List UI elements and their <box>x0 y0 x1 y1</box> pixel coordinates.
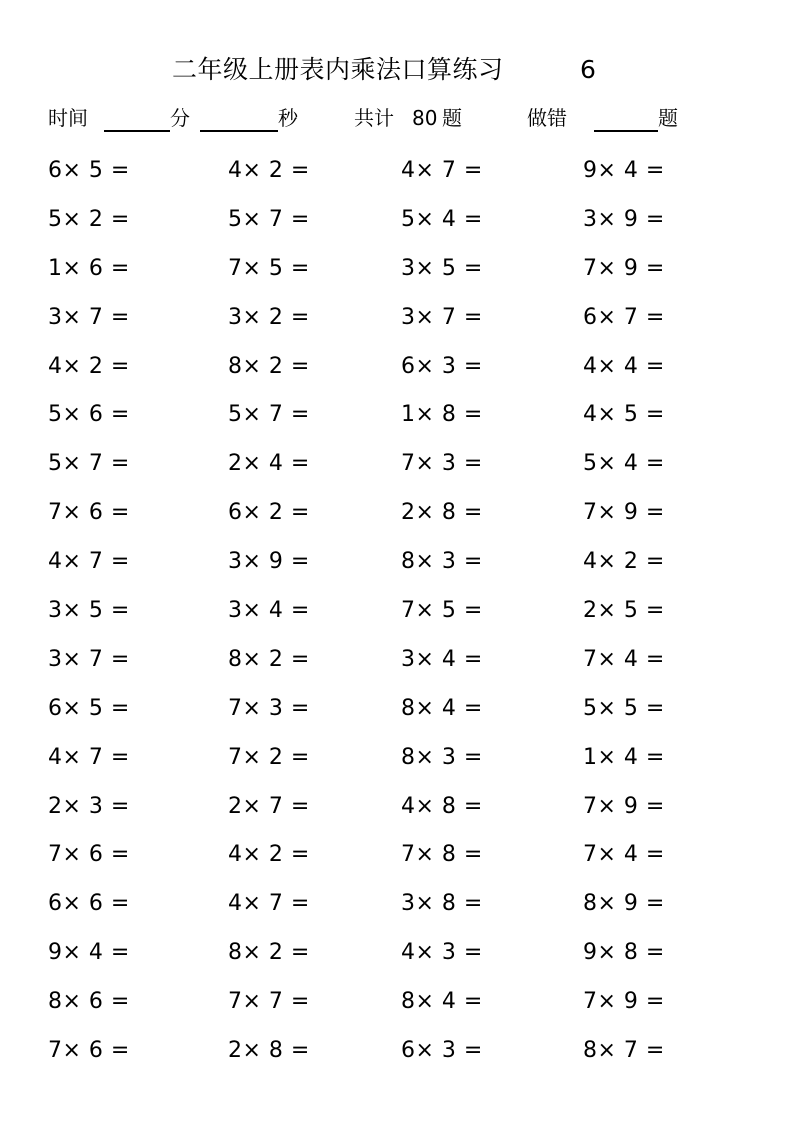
problem-item: 8× 4 = <box>401 989 483 1015</box>
problem-item: 3× 5 = <box>401 255 483 281</box>
problem-item: 7× 9 = <box>583 793 665 819</box>
problem-item: 5× 7 = <box>228 402 310 428</box>
problem-item: 7× 5 = <box>401 597 483 623</box>
problem-item: 3× 9 = <box>228 549 310 575</box>
problem-item: 7× 8 = <box>401 842 483 868</box>
problem-item: 5× 7 = <box>228 206 310 232</box>
problem-item: 4× 7 = <box>48 744 130 770</box>
problem-item: 7× 6 = <box>48 842 130 868</box>
minutes-label: 分 <box>170 106 190 130</box>
wrong-count-blank[interactable] <box>594 130 658 132</box>
problem-item: 4× 2 = <box>228 842 310 868</box>
problem-item: 6× 5 = <box>48 157 130 183</box>
problem-item: 6× 7 = <box>583 304 665 330</box>
problem-item: 7× 3 = <box>401 451 483 477</box>
problem-item: 4× 7 = <box>48 549 130 575</box>
problem-item: 4× 2 = <box>228 157 310 183</box>
wrong-label: 做错 <box>527 106 567 130</box>
problem-item: 2× 8 = <box>228 1037 310 1063</box>
total-unit: 题 <box>442 106 462 130</box>
problem-item: 1× 8 = <box>401 402 483 428</box>
page-title: 二年级上册表内乘法口算练习 <box>172 55 504 84</box>
problem-item: 4× 3 = <box>401 940 483 966</box>
problem-item: 6× 3 = <box>401 353 483 379</box>
problem-item: 4× 7 = <box>401 157 483 183</box>
problem-item: 5× 4 = <box>401 206 483 232</box>
worksheet-meta-row <box>0 102 800 136</box>
problem-item: 5× 6 = <box>48 402 130 428</box>
problem-item: 7× 5 = <box>228 255 310 281</box>
problem-item: 6× 6 = <box>48 891 130 917</box>
problem-item: 9× 4 = <box>48 940 130 966</box>
problem-item: 8× 7 = <box>583 1037 665 1063</box>
time-label: 时间 <box>48 106 88 130</box>
problem-item: 6× 3 = <box>401 1037 483 1063</box>
problem-item: 8× 2 = <box>228 353 310 379</box>
problem-item: 7× 9 = <box>583 255 665 281</box>
problem-item: 7× 4 = <box>583 646 665 672</box>
problem-item: 3× 5 = <box>48 597 130 623</box>
problem-item: 9× 8 = <box>583 940 665 966</box>
problem-item: 4× 2 = <box>583 549 665 575</box>
problem-item: 8× 2 = <box>228 646 310 672</box>
problem-item: 4× 5 = <box>583 402 665 428</box>
worksheet-title <box>0 52 800 92</box>
problem-item: 2× 8 = <box>401 500 483 526</box>
problem-item: 3× 7 = <box>48 646 130 672</box>
problem-item: 8× 9 = <box>583 891 665 917</box>
problem-item: 6× 5 = <box>48 695 130 721</box>
problem-item: 3× 7 = <box>48 304 130 330</box>
problem-item: 4× 4 = <box>583 353 665 379</box>
problem-item: 5× 2 = <box>48 206 130 232</box>
problem-item: 3× 4 = <box>228 597 310 623</box>
problem-item: 3× 7 = <box>401 304 483 330</box>
problem-item: 4× 8 = <box>401 793 483 819</box>
problem-item: 3× 9 = <box>583 206 665 232</box>
problem-item: 7× 6 = <box>48 500 130 526</box>
problem-item: 5× 5 = <box>583 695 665 721</box>
problem-item: 2× 4 = <box>228 451 310 477</box>
problem-item: 3× 2 = <box>228 304 310 330</box>
problem-item: 7× 3 = <box>228 695 310 721</box>
seconds-label: 秒 <box>278 106 298 130</box>
problem-item: 7× 7 = <box>228 989 310 1015</box>
problem-item: 6× 2 = <box>228 500 310 526</box>
problem-item: 8× 3 = <box>401 744 483 770</box>
problem-item: 3× 8 = <box>401 891 483 917</box>
problem-item: 7× 9 = <box>583 989 665 1015</box>
problem-item: 1× 4 = <box>583 744 665 770</box>
wrong-unit: 题 <box>658 106 678 130</box>
total-count: 80 <box>412 106 438 130</box>
problem-item: 5× 7 = <box>48 451 130 477</box>
problem-item: 8× 3 = <box>401 549 483 575</box>
problem-item: 7× 4 = <box>583 842 665 868</box>
problem-item: 9× 4 = <box>583 157 665 183</box>
problem-item: 4× 7 = <box>228 891 310 917</box>
seconds-blank[interactable] <box>200 130 278 132</box>
minutes-blank[interactable] <box>104 130 170 132</box>
problem-item: 8× 4 = <box>401 695 483 721</box>
problem-item: 2× 5 = <box>583 597 665 623</box>
problem-item: 2× 7 = <box>228 793 310 819</box>
problem-item: 1× 6 = <box>48 255 130 281</box>
total-label: 共计 <box>354 106 394 130</box>
problem-item: 8× 2 = <box>228 940 310 966</box>
worksheet-number: 6 <box>580 55 596 84</box>
problem-item: 2× 3 = <box>48 793 130 819</box>
problem-item: 5× 4 = <box>583 451 665 477</box>
problem-item: 7× 6 = <box>48 1037 130 1063</box>
problem-item: 3× 4 = <box>401 646 483 672</box>
problem-item: 8× 6 = <box>48 989 130 1015</box>
problem-grid <box>48 146 768 1075</box>
problem-item: 7× 2 = <box>228 744 310 770</box>
problem-item: 4× 2 = <box>48 353 130 379</box>
problem-item: 7× 9 = <box>583 500 665 526</box>
